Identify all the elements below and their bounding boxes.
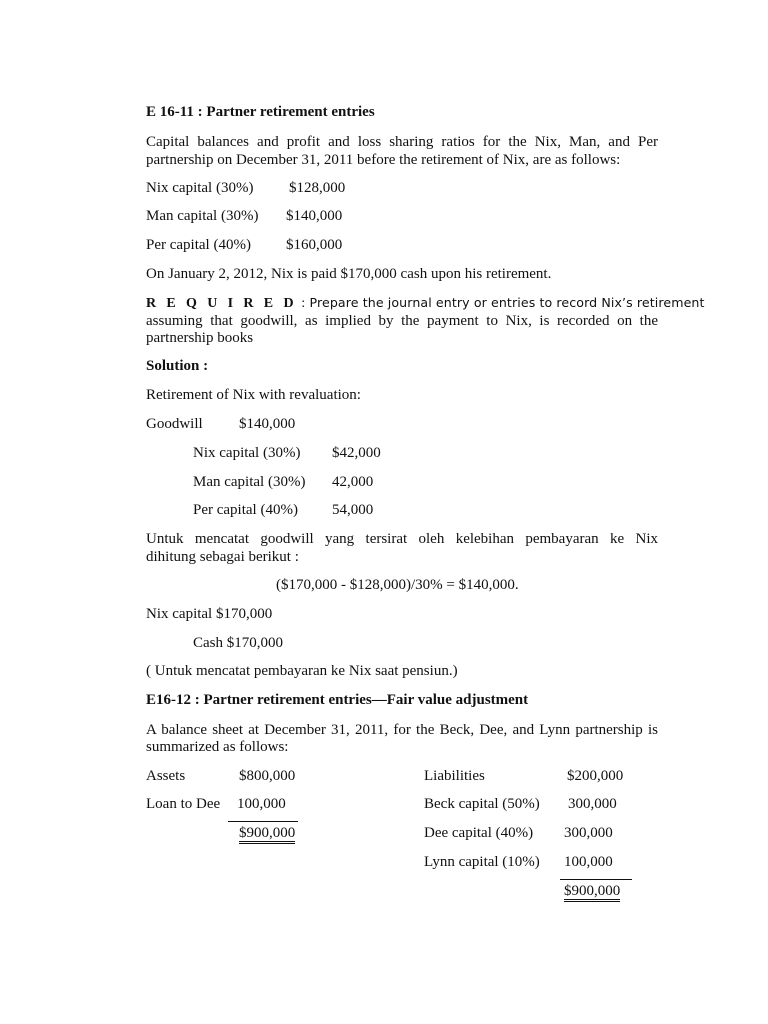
balance-label-per: Per capital (40%) [146, 237, 251, 253]
balance-amount-man: $140,000 [286, 208, 343, 224]
untuk-line-2: dihitung sebagai berikut : [146, 549, 299, 565]
untuk-line-1: Untuk mencatat goodwill yang tersirat oleh kelebihan pembayaran ke Nix [146, 531, 658, 547]
balance-amount-per: $160,000 [286, 237, 343, 253]
intro-line-1: Capital balances and profit and loss sharing ratios for the Nix, Man, and Per [146, 134, 658, 150]
bs-right-label-dee: Dee capital (40%) [424, 825, 534, 841]
credit-amount-per: 54,000 [332, 502, 374, 518]
bs-right-amount-beck: 300,000 [568, 796, 617, 812]
bs-right-total: $900,000 [564, 882, 620, 900]
goodwill-amount: $140,000 [239, 416, 296, 432]
required-text: : Prepare the journal entry or entries to record Nix’s retirement [296, 295, 705, 310]
intro-line-2: partnership on December 31, 2011 before the retirement of Nix, are as follows: [146, 152, 621, 168]
credit-label-man: Man capital (30%) [193, 474, 306, 490]
revaluation-line: Retirement of Nix with revaluation: [146, 387, 361, 403]
credit-label-nix: Nix capital (30%) [193, 445, 301, 461]
e1612-intro-line-1: A balance sheet at December 31, 2011, for the Beck, Dee, and Lynn partnership is [146, 722, 658, 738]
right-subtotal-rule [560, 879, 632, 880]
balance-label-man: Man capital (30%) [146, 208, 259, 224]
goodwill-formula: ($170,000 - $128,000)/30% = $140,000. [276, 577, 519, 593]
exercise-heading-e16-12: E16-12 : Partner retirement entries—Fair value adjustment [146, 692, 529, 708]
credit-label-per: Per capital (40%) [193, 502, 298, 518]
required-label: R E Q U I R E D [146, 296, 297, 311]
bs-right-label-liabilities: Liabilities [424, 768, 485, 784]
bs-left-amount-loan: 100,000 [237, 796, 286, 812]
bs-left-total: $900,000 [239, 824, 295, 842]
bs-right-label-lynn: Lynn capital (10%) [424, 854, 540, 870]
required-line-3: partnership books [146, 330, 254, 346]
bs-right-amount-liabilities: $200,000 [567, 768, 624, 784]
required-line-2: assuming that goodwill, as implied by the payment to Nix, is recorded on the [146, 313, 658, 329]
bs-left-label-loan: Loan to Dee [146, 796, 221, 812]
payment-note: ( Untuk mencatat pembayaran ke Nix saat pensiun.) [146, 663, 458, 679]
left-subtotal-rule [228, 821, 298, 822]
bs-right-amount-lynn: 100,000 [564, 854, 613, 870]
solution-heading: Solution : [146, 358, 209, 374]
credit-amount-nix: $42,000 [332, 445, 381, 461]
bs-left-amount-assets: $800,000 [239, 768, 296, 784]
balance-amount-nix: $128,000 [289, 180, 346, 196]
goodwill-label: Goodwill [146, 416, 203, 432]
credit-amount-man: 42,000 [332, 474, 374, 490]
e1612-intro-line-2: summarized as follows: [146, 739, 289, 755]
balance-label-nix: Nix capital (30%) [146, 180, 254, 196]
nix-capital-debit: Nix capital $170,000 [146, 606, 273, 622]
required-line-1 [146, 294, 705, 313]
exercise-heading-e16-11: E 16-11 : Partner retirement entries [146, 104, 375, 120]
payment-line: On January 2, 2012, Nix is paid $170,000 cash upon his retirement. [146, 266, 552, 282]
bs-left-label-assets: Assets [146, 768, 186, 784]
cash-credit: Cash $170,000 [193, 635, 283, 651]
bs-right-amount-dee: 300,000 [564, 825, 613, 841]
bs-right-label-beck: Beck capital (50%) [424, 796, 540, 812]
